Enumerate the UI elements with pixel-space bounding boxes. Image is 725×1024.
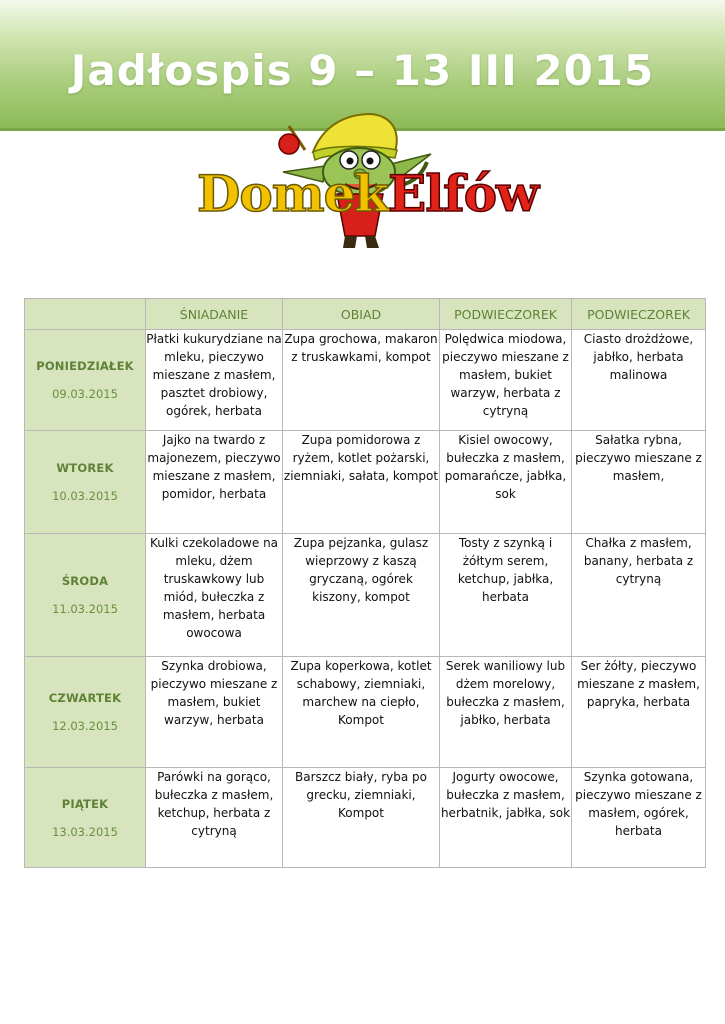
- meal-cell: Zupa grochowa, makaron z truskawkami, kompot: [283, 330, 440, 431]
- day-date: 12.03.2015: [52, 719, 118, 733]
- meal-cell: Jogurty owocowe, bułeczka z masłem, herbatnik, jabłka, sok: [440, 768, 572, 868]
- table-row: [25, 657, 706, 768]
- meal-cell: Chałka z masłem, banany, herbata z cytryną: [572, 534, 706, 657]
- page-title: Jadłospis 9 – 13 III 2015: [70, 46, 655, 95]
- meal-cell: Polędwica miodowa, pieczywo mieszane z masłem, bukiet warzyw, herbata z cytryną: [440, 330, 572, 431]
- day-name: ŚRODA: [61, 574, 109, 588]
- meal-cell: Parówki na gorąco, bułeczka z masłem, ketchup, herbata z cytryną: [146, 768, 283, 868]
- menu-table: [24, 298, 706, 868]
- meal-cell: Zupa pejzanka, gulasz wieprzowy z kaszą gryczaną, ogórek kiszony, kompot: [283, 534, 440, 657]
- table-row: [25, 330, 706, 431]
- day-name: CZWARTEK: [48, 691, 122, 705]
- header-cell-breakfast: ŚNIADANIE: [146, 299, 283, 330]
- day-name: PONIEDZIAŁEK: [36, 359, 134, 373]
- meal-cell: Zupa pomidorowa z ryżem, kotlet pożarski, ziemniaki, sałata, kompot: [283, 431, 440, 534]
- logo-text: [197, 164, 539, 223]
- day-date: 11.03.2015: [52, 602, 118, 616]
- meal-cell: Jajko na twardo z majonezem, pieczywo mieszane z masłem, pomidor, herbata: [146, 431, 283, 534]
- meal-cell: Sałatka rybna, pieczywo mieszane z masłem,: [572, 431, 706, 534]
- day-name: PIĄTEK: [61, 796, 109, 811]
- day-name: WTOREK: [56, 461, 114, 475]
- meal-cell: Tosty z szynką i żółtym serem, ketchup, jabłka, herbata: [440, 534, 572, 657]
- meal-cell: Płatki kukurydziane na mleku, pieczywo mieszane z masłem, pasztet drobiowy, ogórek, herbata: [146, 330, 283, 431]
- table-row: [25, 768, 706, 868]
- meal-cell: Szynka gotowana, pieczywo mieszane z masłem, ogórek, herbata: [572, 768, 706, 868]
- meal-cell: Ser żółty, pieczywo mieszane z masłem, papryka, herbata: [572, 657, 706, 768]
- table-row: [25, 534, 706, 657]
- day-cell: [25, 330, 146, 431]
- meal-cell: Szynka drobiowa, pieczywo mieszane z masłem, bukiet warzyw, herbata: [146, 657, 283, 768]
- meal-cell: Kisiel owocowy, bułeczka z masłem, pomarańcze, jabłka, sok: [440, 431, 572, 534]
- header-cell-lunch: OBIAD: [283, 299, 440, 330]
- day-cell: [25, 657, 146, 768]
- meal-cell: Barszcz biały, ryba po grecku, ziemniaki, Kompot: [283, 768, 440, 868]
- logo: [195, 106, 539, 256]
- header-cell-snack-1: PODWIECZOREK: [440, 299, 572, 330]
- day-cell: [25, 431, 146, 534]
- header-cell-snack-2: PODWIECZOREK: [572, 299, 706, 330]
- logo-word-elfow: Elfów: [388, 164, 539, 223]
- logo-word-domek: Domek: [197, 164, 389, 223]
- table-row: [25, 431, 706, 534]
- table-header-row: [25, 299, 706, 330]
- day-date: 13.03.2015: [52, 824, 118, 839]
- day-date: 10.03.2015: [52, 489, 118, 503]
- meal-cell: Kulki czekoladowe na mleku, dżem truskawkowy lub miód, bułeczka z masłem, herbata owocowa: [146, 534, 283, 657]
- meal-cell: Ciasto drożdżowe, jabłko, herbata malinowa: [572, 330, 706, 431]
- day-date: 09.03.2015: [52, 387, 118, 401]
- meal-cell: Serek waniliowy lub dżem morelowy, bułeczka z masłem, jabłko, herbata: [440, 657, 572, 768]
- meal-cell: Zupa koperkowa, kotlet schabowy, ziemniaki, marchew na ciepło, Kompot: [283, 657, 440, 768]
- day-cell: [25, 768, 146, 868]
- day-cell: [25, 534, 146, 657]
- header-cell-empty: [25, 299, 146, 330]
